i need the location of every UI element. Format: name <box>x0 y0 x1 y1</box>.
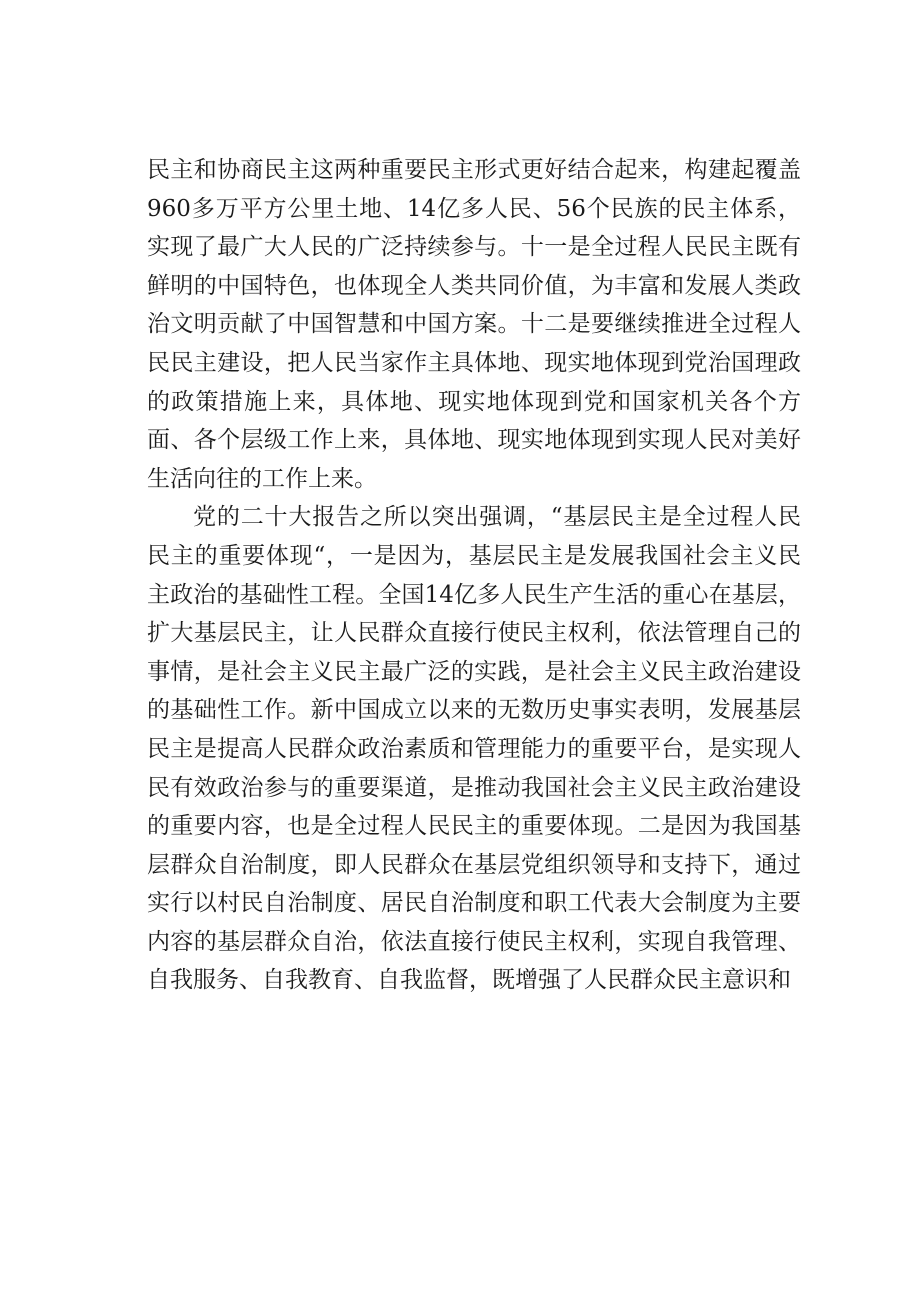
paragraph-continuation: 民主和协商民主这两种重要民主形式更好结合起来，构建起覆盖960多万平方公里土地、14亿多人民、56个民族的民主体系，实现了最广大人民的广泛持续参与。十一是全过程人民民主既有鲜明的中国特色，也体现全人类共同价值，为丰富和发展人类政治文明贡献了中国智慧和中国方案。十二是要继续推进全过程人民民主建设，把人民当家作主具体地、现实地体现到党治国理政的政策措施上来，具体地、现实地体现到党和国家机关各个方面、各个层级工作上来，具体地、现实地体现到实现人民对美好生活向往的工作上来。 <box>147 157 801 492</box>
document-page <box>147 151 801 1000</box>
paragraph-grassroots-democracy: 党的二十大报告之所以突出强调，“基层民主是全过程人民民主的重要体现“，一是因为，基层民主是发展我国社会主义民主政治的基础性工程。全国14亿多人民生产生活的重心在基层，扩大基层民主，让人民群众直接行使民主权利，依法管理自己的事情，是社会主义民主最广泛的实践，是社会主义民主政治建设的基础性工作。新中国成立以来的无数历史事实表明，发展基层民主是提高人民群众政治素质和管理能力的重要平台，是实现人民有效政治参与的重要渠道，是推动我国社会主义民主政治建设的重要内容，也是全过程人民民主的重要体现。二是因为我国基层群众自治制度，即人民群众在基层党组织领导和支持下，通过实行以村民自治制度、居民自治制度和职工代表大会制度为主要内容的基层群众自治，依法直接行使民主权利，实现自我管理、自我服务、自我教育、自我监督，既增强了人民群众民主意识和 <box>147 504 801 994</box>
